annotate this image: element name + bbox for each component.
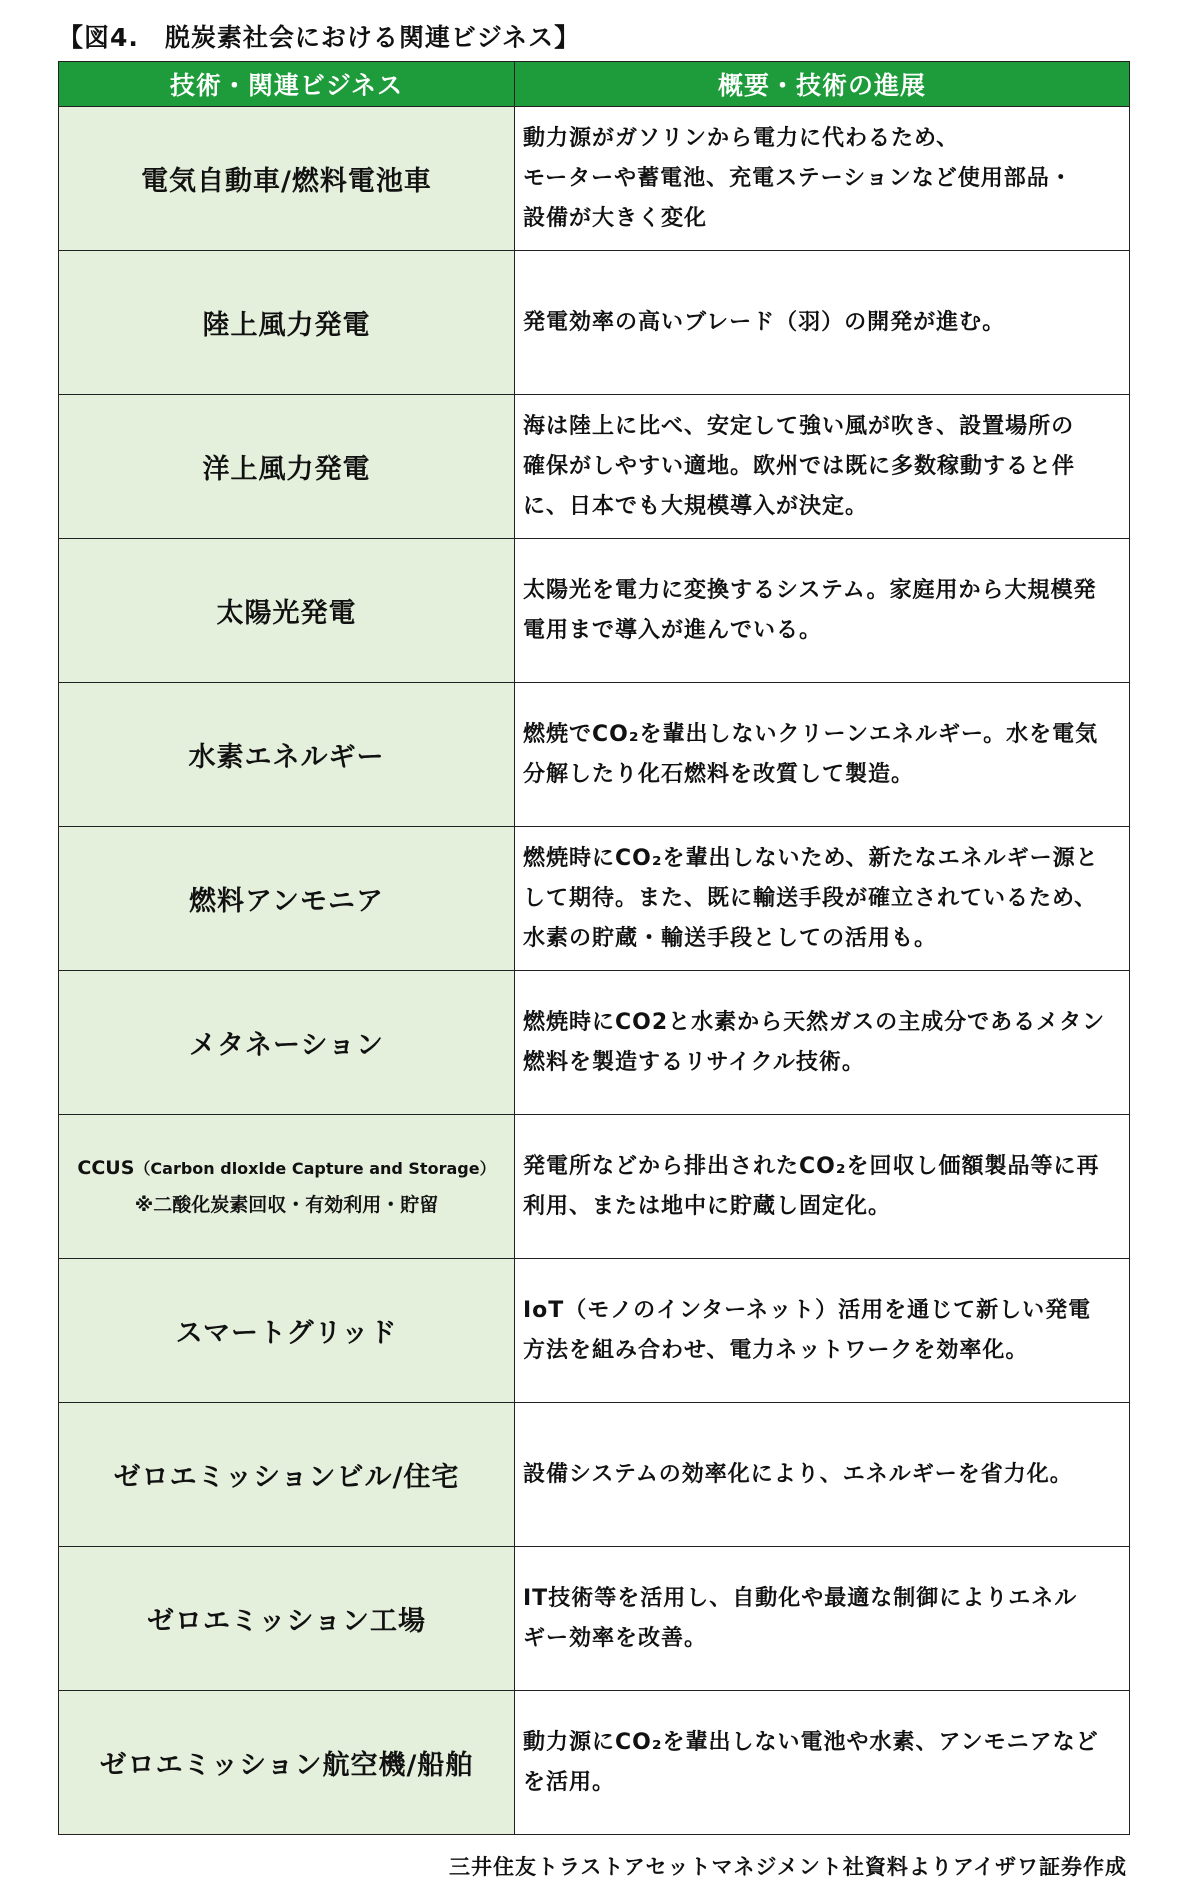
desc-line: 方法を組み合わせ、電力ネットワークを効率化。: [523, 1337, 1029, 1363]
desc-line: して期待。また、既に輸送手段が確立されているため、: [523, 885, 1098, 911]
desc-line: に、日本でも大規模導入が決定。: [523, 493, 869, 519]
desc-cell: [515, 539, 1130, 683]
desc-line: 太陽光を電力に変換するシステム。家庭用から大規模発: [523, 577, 1097, 603]
table-row: [59, 1115, 1130, 1259]
desc-line: 発電所などから排出されたCO₂を回収し価額製品等に再: [523, 1153, 1100, 1179]
desc-line: IT技術等を活用し、自動化や最適な制御によりエネル: [523, 1585, 1078, 1611]
desc-line: ギー効率を改善。: [523, 1625, 708, 1651]
tech-cell: ゼロエミッションビル/住宅: [59, 1403, 515, 1547]
desc-line: 確保がしやすい適地。欧州では既に多数稼動すると伴: [523, 453, 1076, 479]
desc-line: 分解したり化石燃料を改質して製造。: [523, 761, 915, 787]
desc-line: 設備システムの効率化により、エネルギーを省力化。: [523, 1461, 1073, 1487]
desc-cell: [515, 1403, 1130, 1547]
table-row: [59, 1691, 1130, 1835]
desc-cell: [515, 1691, 1130, 1835]
table-row: [59, 251, 1130, 395]
tech-cell: ゼロエミッション航空機/船舶: [59, 1691, 515, 1835]
desc-cell: [515, 683, 1130, 827]
tech-cell: スマートグリッド: [59, 1259, 515, 1403]
desc-cell: [515, 395, 1130, 539]
figure-title: 【図4. 脱炭素社会における関連ビジネス】: [58, 23, 581, 52]
tech-cell: 太陽光発電: [59, 539, 515, 683]
desc-cell: [515, 971, 1130, 1115]
desc-line: IoT（モノのインターネット）活用を通じて新しい発電: [523, 1297, 1092, 1323]
desc-cell: [515, 107, 1130, 251]
table-row: [59, 395, 1130, 539]
header-overview: 概要・技術の進展: [515, 62, 1130, 107]
desc-line: 発電効率の高いブレード（羽）の開発が進む。: [523, 309, 1006, 335]
desc-line: 電用まで導入が進んでいる。: [523, 617, 823, 643]
desc-line: 水素の貯蔵・輸送手段としての活用も。: [523, 925, 938, 951]
desc-cell: [515, 827, 1130, 971]
desc-line: 設備が大きく変化: [523, 205, 708, 231]
source-credit: 三井住友トラストアセットマネジメント社資料よりアイザワ証券作成: [448, 1855, 1127, 1879]
ccus-title: [59, 1150, 514, 1187]
desc-line: 燃焼時にCO2と水素から天然ガスの主成分であるメタン: [523, 1009, 1106, 1035]
table-row: [59, 827, 1130, 971]
ccus-label: CCUS: [77, 1157, 135, 1179]
desc-cell: [515, 251, 1130, 395]
desc-line: 燃焼時にCO₂を輩出しないため、新たなエネルギー源と: [523, 845, 1099, 871]
desc-cell: [515, 1115, 1130, 1259]
table-row: [59, 1403, 1130, 1547]
table-row: [59, 1547, 1130, 1691]
table-row: [59, 107, 1130, 251]
ccus-full-name: （Carbon dloxlde Capture and Storage）: [134, 1159, 496, 1178]
tech-cell: 電気自動車/燃料電池車: [59, 107, 515, 251]
table-row: [59, 539, 1130, 683]
desc-line: 海は陸上に比べ、安定して強い風が吹き、設置場所の: [523, 413, 1075, 439]
tech-cell: メタネーション: [59, 971, 515, 1115]
desc-line: 動力源がガソリンから電力に代わるため、: [523, 125, 960, 151]
desc-cell: [515, 1547, 1130, 1691]
desc-line: モーターや蓄電池、充電ステーションなど使用部品・: [523, 165, 1073, 191]
tech-cell-ccus: [59, 1115, 515, 1259]
table-row: [59, 1259, 1130, 1403]
table-row: [59, 971, 1130, 1115]
ccus-note: ※二酸化炭素回収・有効利用・貯留: [134, 1194, 439, 1216]
tech-cell: 燃料アンモニア: [59, 827, 515, 971]
business-table: [58, 61, 1130, 1835]
header-tech: 技術・関連ビジネス: [59, 62, 515, 107]
desc-line: 動力源にCO₂を輩出しない電池や水素、アンモニアなど: [523, 1729, 1099, 1755]
desc-cell: [515, 1259, 1130, 1403]
tech-cell: 陸上風力発電: [59, 251, 515, 395]
desc-line: を活用。: [523, 1769, 616, 1795]
tech-cell: 洋上風力発電: [59, 395, 515, 539]
tech-cell: ゼロエミッション工場: [59, 1547, 515, 1691]
desc-line: 利用、または地中に貯蔵し固定化。: [523, 1193, 892, 1219]
table-header-row: [59, 62, 1130, 107]
table-row: [59, 683, 1130, 827]
desc-line: 燃焼でCO₂を輩出しないクリーンエネルギー。水を電気: [523, 721, 1099, 747]
tech-cell: 水素エネルギー: [59, 683, 515, 827]
desc-line: 燃料を製造するリサイクル技術。: [523, 1049, 865, 1075]
